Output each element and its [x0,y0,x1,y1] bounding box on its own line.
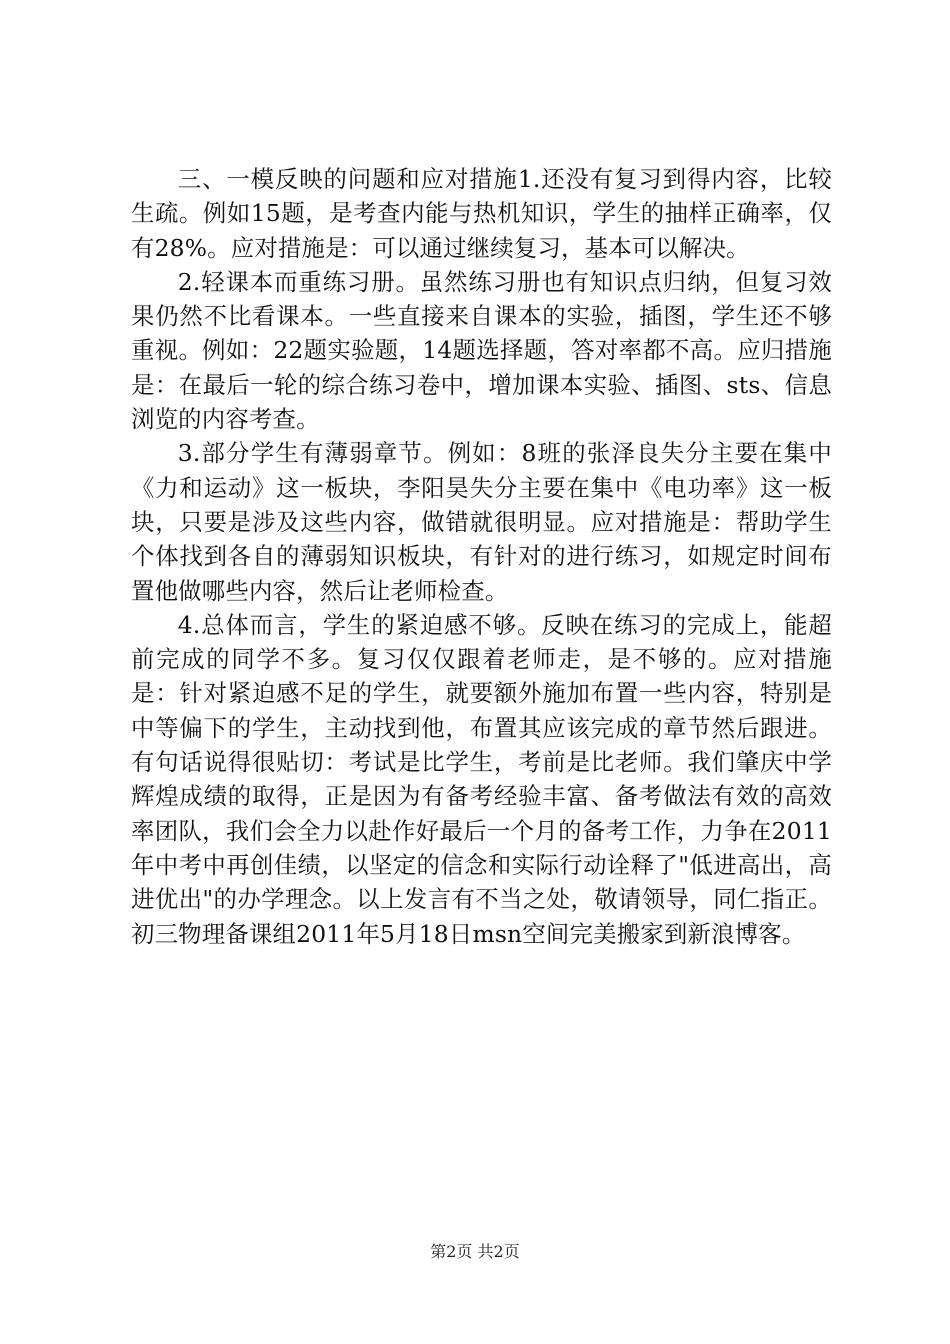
page-footer: 第2页 共2页 [430,1242,520,1261]
paragraph-1: 三、一模反映的问题和应对措施1.还没有复习到得内容，比较生疏。例如15题，是考查内能与热机知识，学生的抽样正确率，仅有28%。应对措施是：可以通过继续复习，基本可以解决。 [131,165,832,262]
document-body [131,162,832,951]
paragraph-2: 2.轻课本而重练习册。虽然练习册也有知识点归纳，但复习效果仍然不比看课本。一些直接来自课本的实验，插图，学生还不够重视。例如：22题实验题，14题选择题，答对率都不高。应归措施是：在最后一轮的综合练习卷中，增加课本实验、插图、sts、信息浏览的内容考查。 [131,267,832,434]
paragraph-3: 3.部分学生有薄弱章节。例如：8班的张泽良失分主要在集中《力和运动》这一板块，李阳昊失分主要在集中《电功率》这一板块，只要是涉及这些内容，做错就很明显。应对措施是：帮助学生个体找到各自的薄弱知识板块，有针对的进行练习，如规定时间布置他做哪些内容，然后让老师检查。 [131,439,832,605]
paragraph-4: 4.总体而言，学生的紧迫感不够。反映在练习的完成上，能超前完成的同学不多。复习仅仅跟着老师走，是不够的。应对措施是：针对紧迫感不足的学生，就要额外施加布置一些内容，特别是中等偏下的学生，主动找到他，布置其应该完成的章节然后跟进。有句话说得很贴切：考试是比学生，考前是比老师。我们肇庆中学辉煌成绩的取得，正是因为有备考经验丰富、备考做法有效的高效率团队，我们会全力以赴作好最后一个月的备考工作，力争在2011年中考中再创佳绩，以坚定的信念和实际行动诠释了"低进高出，高进优出"的办学理念。以上发言有不当之处，敬请领导，同仁指正。初三物理备课组2011年5月18日msn空间完美搬家到新浪博客。 [131,610,832,948]
